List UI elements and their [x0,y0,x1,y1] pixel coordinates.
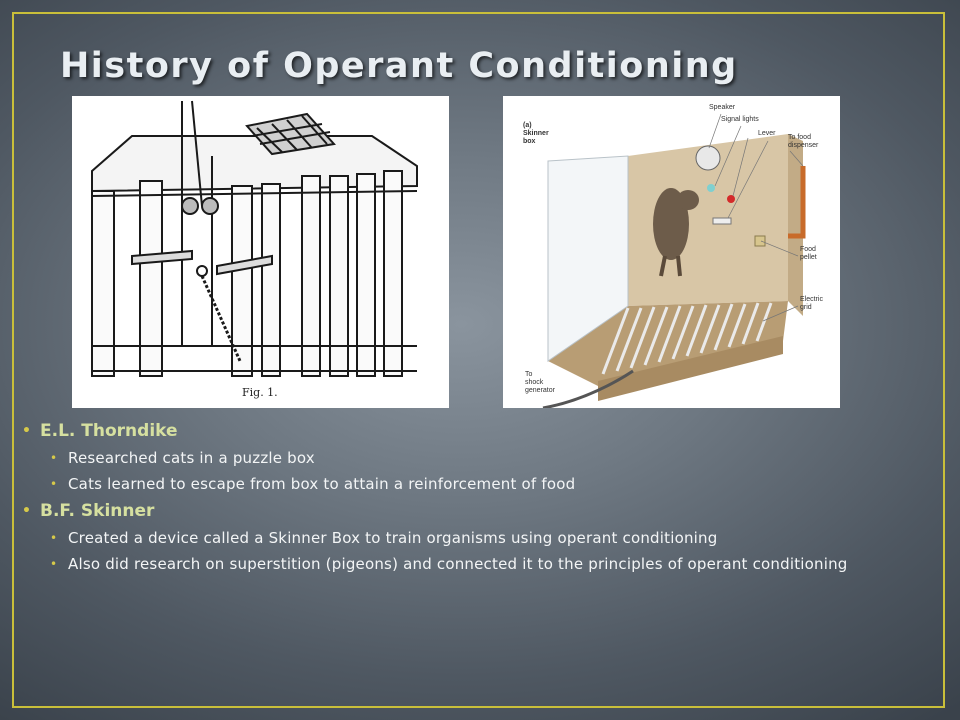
bullet-icon: • [50,477,58,491]
panel-label: (a) Skinner box [523,122,549,145]
sub-bullet [22,554,948,575]
shock-generator-label: To shock generator [525,371,555,394]
bullet-icon: • [22,423,31,439]
lever-label: Lever [758,130,776,137]
bullet-icon: • [50,451,58,465]
puzzle-box-drawing [72,96,449,408]
slide-title: History of Operant Conditioning [60,46,738,86]
sub-bullet [22,528,948,549]
bullet-heading: E.L. Thorndike [40,421,178,441]
sub-bullet-text: Researched cats in a puzzle box [68,449,315,467]
food-dispenser-label: To food dispenser [788,134,819,149]
bullet-icon: • [50,557,58,571]
bullet-icon: • [50,531,58,545]
food-pellet-label: Food pellet [800,246,817,261]
sub-bullet [22,474,948,495]
signal-lights-label: Signal lights [721,116,759,123]
sub-bullet-text: Created a device called a Skinner Box to train organisms using operant conditioning [68,529,718,547]
puzzle-box-image [72,96,449,408]
skinner-box-image [503,96,840,408]
sub-bullet-text: Also did research on superstition (pigeons) and connected it to the principles of operant conditioning [68,555,848,573]
speaker-label: Speaker [709,104,736,111]
bullet-icon: • [22,503,31,519]
bullet-skinner [22,500,952,522]
figure-caption: Fig. 1. [242,386,278,399]
bullet-thorndike [22,420,952,442]
electric-grid-label: Electric grid [800,296,823,311]
bullet-heading: B.F. Skinner [40,501,155,521]
sub-bullet-text: Cats learned to escape from box to attain a reinforcement of food [68,475,576,493]
bullet-list [22,420,952,580]
sub-bullet [22,448,948,469]
